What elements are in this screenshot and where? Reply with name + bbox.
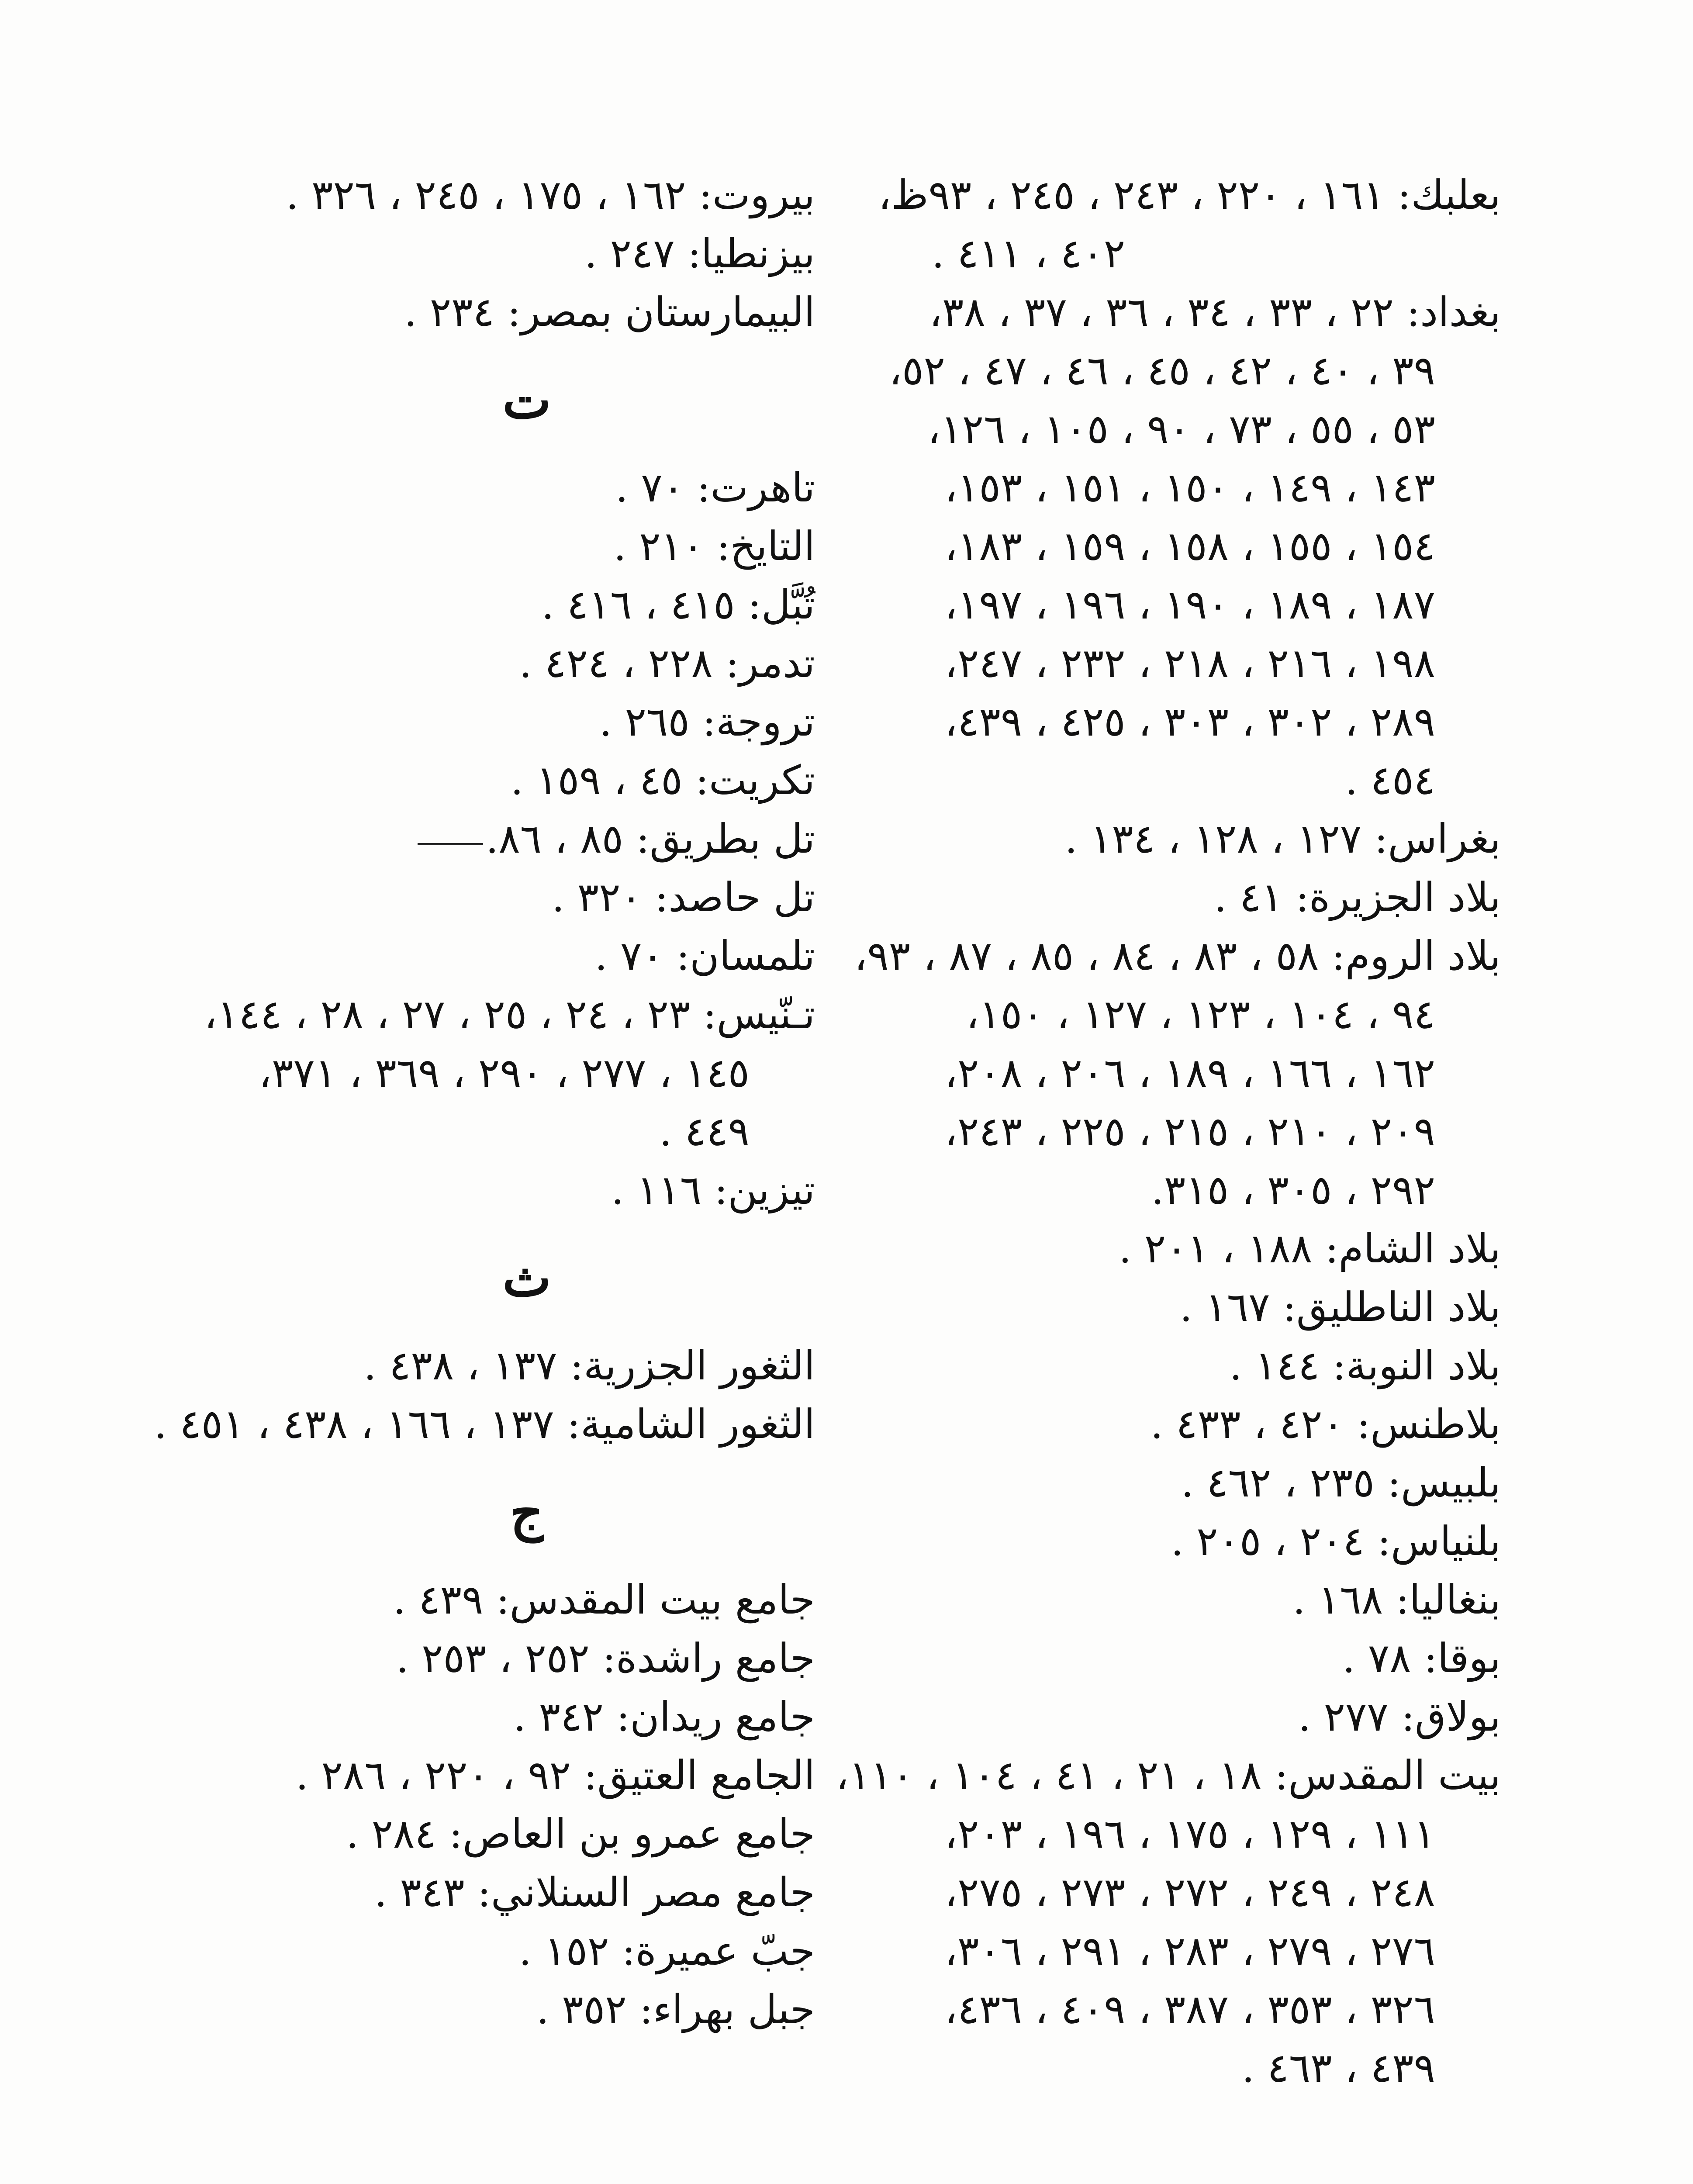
- index-entry: بيروت: ١٦٢ ، ١٧٥ ، ٢٤٥ ، ٣٢٦ .: [286, 172, 815, 218]
- section-letter-heading: ج: [510, 1482, 544, 1542]
- index-entry: بلاد الجزيرة: ٤١ .: [1214, 874, 1501, 921]
- index-entry: التايخ: ٢١٠ .: [613, 523, 815, 570]
- index-entry: بلبيس: ٢٣٥ ، ٤٦٢ .: [1181, 1459, 1501, 1506]
- index-entry: تروجة: ٢٦٥ .: [599, 698, 815, 745]
- index-entry: تاهرت: ٧٠ .: [615, 464, 815, 511]
- index-entry-continuation: ١٤٣ ، ١٤٩ ، ١٥٠ ، ١٥١ ، ١٥٣،: [944, 464, 1435, 511]
- index-entry: بلنياس: ٢٠٤ ، ٢٠٥ .: [1171, 1518, 1501, 1565]
- index-entry: تلمسان: ٧٠ .: [594, 933, 815, 979]
- section-letter-heading: ت: [502, 370, 551, 430]
- index-entry: بغداد: ٢٢ ، ٣٣ ، ٣٤ ، ٣٦ ، ٣٧ ، ٣٨،: [929, 289, 1501, 335]
- index-entry-continuation: ٤٠٢ ، ٤١١ .: [931, 230, 1125, 277]
- index-entry: بغراس: ١٢٧ ، ١٢٨ ، ١٣٤ .: [1064, 816, 1501, 862]
- section-letter-heading: ث: [502, 1248, 551, 1308]
- index-entry-text: تل بطريق: ٨٥ ، ٨٦.: [485, 816, 815, 862]
- index-entry-continuation: ١٥٤ ، ١٥٥ ، ١٥٨ ، ١٥٩ ، ١٨٣،: [944, 523, 1435, 570]
- index-entry: جبل بهراء: ٣٥٢ .: [536, 1986, 815, 2033]
- index-entry: بيزنطيا: ٢٤٧ .: [584, 230, 815, 277]
- index-entry: جامع ريدان: ٣٤٢ .: [513, 1693, 815, 1740]
- index-entry: جامع بيت المقدس: ٤٣٩ .: [393, 1576, 815, 1623]
- index-entry-continuation: ٣٢٦ ، ٣٥٣ ، ٣٨٧ ، ٤٠٩ ، ٤٣٦،: [944, 1986, 1435, 2033]
- index-entry-continuation: ١٩٨ ، ٢١٦ ، ٢١٨ ، ٢٣٢ ، ٢٤٧،: [944, 640, 1435, 687]
- index-entry: بوقا: ٧٨ .: [1342, 1635, 1501, 1682]
- index-entry: بلاد الروم: ٥٨ ، ٨٣ ، ٨٤ ، ٨٥ ، ٨٧ ، ٩٣،: [854, 933, 1501, 979]
- index-entry-continuation: ٢٩٢ ، ٣٠٥ ، ٣١٥.: [1151, 1167, 1435, 1213]
- index-entry: تل حاصد: ٣٢٠ .: [552, 874, 815, 921]
- index-entry: بيت المقدس: ١٨ ، ٢١ ، ٤١ ، ١٠٤ ، ١١٠،: [836, 1752, 1501, 1799]
- index-column-right: [819, 166, 1501, 2098]
- index-entry: الثغور الجزرية: ١٣٧ ، ٤٣٨ .: [363, 1342, 815, 1389]
- handwritten-underline-mark: [418, 840, 483, 845]
- index-entry-continuation: ٢٧٦ ، ٢٧٩ ، ٢٨٣ ، ٢٩١ ، ٣٠٦،: [944, 1928, 1435, 1974]
- index-column-left: [154, 166, 815, 2039]
- index-entry: البيمارستان بمصر: ٢٣٤ .: [404, 289, 815, 335]
- index-entry-continuation: ١٨٧ ، ١٨٩ ، ١٩٠ ، ١٩٦ ، ١٩٧،: [944, 581, 1435, 628]
- index-entry: جامع عمرو بن العاص: ٢٨٤ .: [346, 1811, 815, 1857]
- index-entry: بلاد النوبة: ١٤٤ .: [1229, 1342, 1501, 1389]
- index-entry-continuation: ٣٩ ، ٤٠ ، ٤٢ ، ٤٥ ، ٤٦ ، ٤٧ ، ٥٢،: [889, 347, 1435, 394]
- index-entry: بلاطنس: ٤٢٠ ، ٤٣٣ .: [1150, 1401, 1501, 1448]
- index-entry: بلاد الشام: ١٨٨ ، ٢٠١ .: [1119, 1225, 1501, 1272]
- index-entry: تيزين: ١١٦ .: [611, 1167, 815, 1213]
- index-entry-continuation: ٥٣ ، ٥٥ ، ٧٣ ، ٩٠ ، ١٠٥ ، ١٢٦،: [927, 406, 1435, 453]
- index-entry-continuation: ١١١ ، ١٢٩ ، ١٧٥ ، ١٩٦ ، ٢٠٣،: [944, 1811, 1435, 1857]
- index-entry-continuation: ١٤٥ ، ٢٧٧ ، ٢٩٠ ، ٣٦٩ ، ٣٧١،: [259, 1050, 750, 1096]
- index-entry: بعلبك: ١٦١ ، ٢٢٠ ، ٢٤٣ ، ٢٤٥ ، ٩٣ظ،: [878, 172, 1501, 218]
- index-entry: تدمر: ٢٢٨ ، ٤٢٤ .: [519, 640, 815, 687]
- index-entry: تُبَّل: ٤١٥ ، ٤١٦ .: [541, 581, 815, 628]
- index-entry: جبّ عميرة: ١٥٢ .: [518, 1928, 815, 1974]
- index-entry-continuation: ١٦٢ ، ١٦٦ ، ١٨٩ ، ٢٠٦ ، ٢٠٨،: [944, 1050, 1435, 1096]
- index-entry-continuation: ٢٠٩ ، ٢١٠ ، ٢١٥ ، ٢٢٥ ، ٢٤٣،: [944, 1108, 1435, 1155]
- index-entry-with-mark: [160, 810, 815, 868]
- index-entry: الجامع العتيق: ٩٢ ، ٢٢٠ ، ٢٨٦ .: [295, 1752, 815, 1799]
- index-entry-continuation: ٩٤ ، ١٠٤ ، ١٢٣ ، ١٢٧ ، ١٥٠،: [966, 991, 1435, 1038]
- index-entry: بلاد الناطليق: ١٦٧ .: [1179, 1284, 1501, 1330]
- index-entry: تكريت: ٤٥ ، ١٥٩ .: [510, 757, 815, 804]
- index-entry: جامع مصر السنلاني: ٣٤٣ .: [374, 1869, 815, 1916]
- index-entry-continuation: ٢٤٨ ، ٢٤٩ ، ٢٧٢ ، ٢٧٣ ، ٢٧٥،: [944, 1869, 1435, 1916]
- index-entry-continuation: ٢٨٩ ، ٣٠٢ ، ٣٠٣ ، ٤٢٥ ، ٤٣٩،: [944, 698, 1435, 745]
- index-entry: الثغور الشامية: ١٣٧ ، ١٦٦ ، ٤٣٨ ، ٤٥١ .: [154, 1401, 815, 1448]
- index-entry-continuation: ٤٤٩ .: [659, 1108, 750, 1155]
- index-entry: بولاق: ٢٧٧ .: [1298, 1693, 1501, 1740]
- index-entry: جامع راشدة: ٢٥٢ ، ٢٥٣ .: [396, 1635, 815, 1682]
- index-entry: تـنّيس: ٢٣ ، ٢٤ ، ٢٥ ، ٢٧ ، ٢٨ ، ١٤٤،: [204, 991, 815, 1038]
- index-entry-continuation: ٤٥٤ .: [1345, 757, 1435, 804]
- index-entry: بنغاليا: ١٦٨ .: [1292, 1576, 1501, 1623]
- index-entry-continuation: ٤٣٩ ، ٤٦٣ .: [1241, 2045, 1435, 2091]
